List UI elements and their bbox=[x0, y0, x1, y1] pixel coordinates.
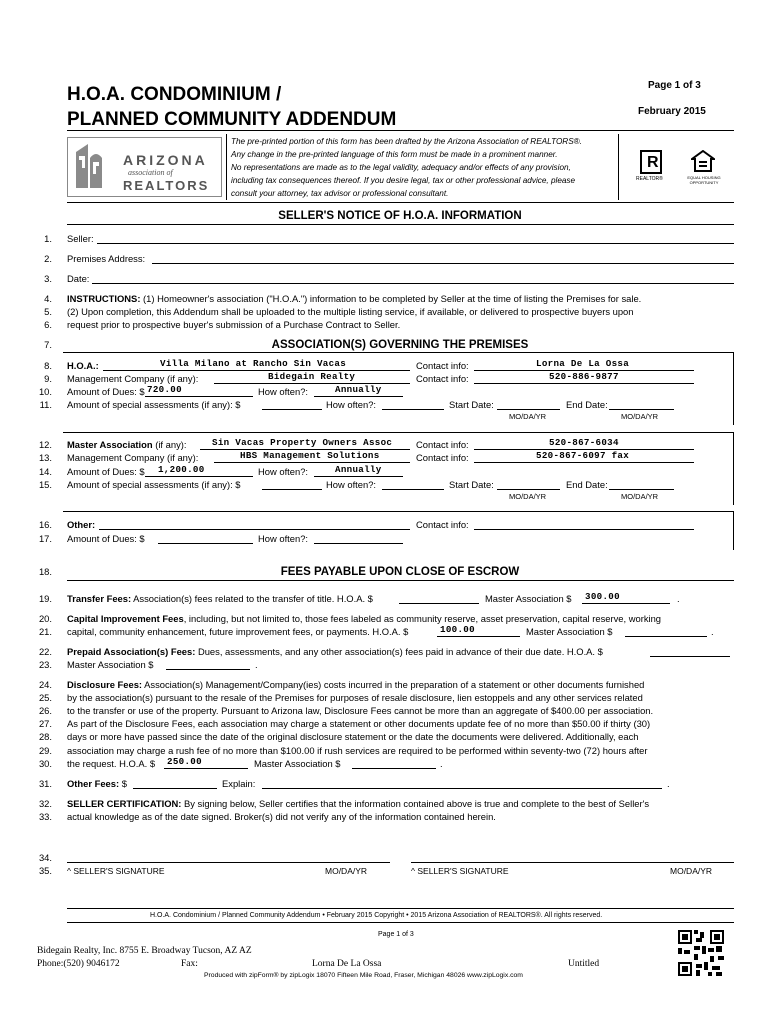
instructions-line3: request prior to prospective buyer's submission of a Purchase Contract to Seller. bbox=[67, 319, 401, 330]
modayr-caption: MO/DA/YR bbox=[621, 492, 659, 501]
logo-line3: REALTORS bbox=[123, 178, 210, 193]
special-label: Amount of special assessments (if any): $ bbox=[67, 399, 241, 410]
other-freq-field[interactable] bbox=[314, 533, 403, 544]
hoa-label: H.O.A.: bbox=[67, 360, 99, 371]
instructions-line2: (2) Upon completion, this Addendum shall be uploaded to the multiple listing service, if available, or delivered to prospective buyers upon bbox=[67, 306, 634, 317]
dues-label: Amount of Dues: $ bbox=[67, 533, 145, 544]
disclosure-line3: to the transfer or use of the property. Pursuant to Arizona law, Disclosure Fees cannot be more than an aggregate of $400.00 per association. bbox=[67, 705, 654, 716]
line-number: 17. bbox=[38, 533, 52, 544]
disclaimer-line: including tax consequences thereof. If you desire legal, tax or other professional advice, please bbox=[231, 176, 576, 185]
disclosure-line4: As part of the Disclosure Fees, each association may charge a statement or other documents update fee of no more than $50.00 if thirty (30) bbox=[67, 718, 651, 729]
page-number: Page 1 of 3 bbox=[648, 80, 701, 91]
broker-fax: Fax: bbox=[181, 959, 198, 969]
line-number: 27. bbox=[38, 718, 52, 729]
disclaimer-left-rule bbox=[226, 134, 227, 200]
period: . bbox=[667, 778, 670, 789]
disclaimer-line: No representations are made as to the legal validity, adequacy and/or effects of any provision, bbox=[231, 163, 571, 172]
line-number: 6. bbox=[44, 319, 52, 330]
disclosure-line6: association may charge a rush fee of no more than $100.00 if rush services are required to be performed within seventy-two (72) hours after bbox=[67, 745, 648, 756]
section-associations-heading: ASSOCIATION(S) GOVERNING THE PREMISES bbox=[271, 339, 529, 351]
master-name-value: Sin Vacas Property Owners Assoc bbox=[212, 437, 393, 448]
hoa-end-date-field[interactable] bbox=[609, 399, 674, 410]
master-assoc-label: Master Association $ bbox=[254, 758, 341, 769]
line-number: 30. bbox=[38, 758, 52, 769]
other-fees-line bbox=[67, 778, 127, 789]
disclosure-line5: days or more have passed since the date of the original disclosure statement or the date the documents were delivered. Additionally, each bbox=[67, 731, 639, 742]
capital-fees-line2: capital, community enhancement, future improvement fees, or payments. H.O.A. $ bbox=[67, 626, 409, 637]
master-suffix: (if any): bbox=[152, 439, 187, 450]
line-number: 16. bbox=[38, 519, 52, 530]
disclaimer-line: Any change in the pre-printed language of this form must be made in a prominent manner. bbox=[231, 150, 558, 159]
master-contact-value: 520-867-6034 bbox=[549, 437, 619, 448]
section-fees-heading: FEES PAYABLE UPON CLOSE OF ESCROW bbox=[280, 566, 520, 578]
disclaimer-line: consult your attorney, tax advisor or professional consultant. bbox=[231, 189, 449, 198]
disclaimer bbox=[231, 135, 582, 200]
contact-label: Contact info: bbox=[416, 439, 469, 450]
arizona-realtors-logo bbox=[67, 137, 222, 197]
line-number: 21. bbox=[38, 626, 52, 637]
instructions-text: (1) Homeowner's association ("H.O.A.") information to be completed by Seller at the time of listing the Premises for sale. bbox=[140, 293, 642, 304]
master-special-freq-field[interactable] bbox=[382, 479, 444, 490]
equal-housing-icon bbox=[691, 150, 715, 174]
transfer-master-value: 300.00 bbox=[585, 591, 620, 602]
line-number: 7. bbox=[44, 339, 52, 350]
line-number: 20. bbox=[38, 613, 52, 624]
master-heading: Master Association bbox=[67, 439, 153, 450]
header-bottom-rule bbox=[67, 202, 734, 203]
line-number: 8. bbox=[44, 360, 52, 371]
seller-signature-1-field[interactable] bbox=[67, 852, 390, 863]
realtor-caption: REALTOR® bbox=[636, 176, 663, 182]
capital-fees-line1 bbox=[67, 613, 661, 624]
prepaid-hoa-field[interactable] bbox=[650, 646, 730, 657]
master-end-date-field[interactable] bbox=[609, 479, 674, 490]
how-often-label: How often?: bbox=[258, 533, 309, 544]
signature-caption: ^ SELLER'S SIGNATURE bbox=[67, 866, 165, 876]
hoa-name-value: Villa Milano at Rancho Sin Vacas bbox=[160, 358, 347, 369]
master-special-field[interactable] bbox=[262, 479, 322, 490]
period: . bbox=[255, 659, 258, 670]
other-name-field[interactable] bbox=[99, 519, 410, 530]
line-number: 12. bbox=[38, 439, 52, 450]
hoa-mgmt-contact-value: 520-886-9877 bbox=[549, 371, 619, 382]
instructions-line1 bbox=[67, 293, 641, 304]
transfer-hoa-field[interactable] bbox=[399, 593, 479, 604]
disclosure-heading: Disclosure Fees: bbox=[67, 679, 143, 690]
line-number: 26. bbox=[38, 705, 52, 716]
line-number: 18. bbox=[38, 566, 52, 577]
line-number: 10. bbox=[38, 386, 52, 397]
form-date: February 2015 bbox=[638, 106, 706, 117]
line-number: 28. bbox=[38, 731, 52, 742]
hoa-dues-value: 720.00 bbox=[147, 384, 182, 395]
date-label: Date: bbox=[67, 273, 90, 284]
line-number: 9. bbox=[44, 373, 52, 384]
disclaimer-right-rule bbox=[618, 134, 619, 200]
master-mgmt-value: HBS Management Solutions bbox=[240, 450, 380, 461]
line-number: 24. bbox=[38, 679, 52, 690]
prepaid-text: Dues, assessments, and any other association(s) fees paid in advance of their due date. H.O.A. $ bbox=[195, 646, 603, 657]
produced-by: Produced with zipForm® by zipLogix 18070 Fifteen Mile Road, Fraser, Michigan 48026 www.zipLogix.com bbox=[204, 972, 523, 979]
line-number: 34. bbox=[38, 852, 52, 863]
master-label bbox=[67, 439, 187, 450]
realtor-mark-icon bbox=[640, 150, 662, 174]
contact-label: Contact info: bbox=[416, 452, 469, 463]
line-number: 5. bbox=[44, 306, 52, 317]
mgmt-label: Management Company (if any): bbox=[67, 452, 199, 463]
logo-line2: association of bbox=[128, 168, 173, 177]
hoa-special-freq-field[interactable] bbox=[382, 399, 444, 410]
disclosure-text: Association(s) Management/Company(ies) costs incurred in the preparation of a statement or other documents furnished bbox=[142, 679, 645, 690]
date-field[interactable] bbox=[92, 273, 734, 284]
premises-address-field[interactable] bbox=[152, 253, 734, 264]
line-number: 14. bbox=[38, 466, 52, 477]
broker-phone: Phone:(520) 9046172 bbox=[37, 959, 120, 969]
line-number: 31. bbox=[38, 778, 52, 789]
start-date-label: Start Date: bbox=[449, 479, 494, 490]
other-box bbox=[63, 511, 734, 550]
line-number: 22. bbox=[38, 646, 52, 657]
disclosure-line7: the request. H.O.A. $ bbox=[67, 758, 156, 769]
other-dues-field[interactable] bbox=[158, 533, 253, 544]
document-name: Untitled bbox=[568, 959, 600, 969]
explain-field[interactable] bbox=[262, 778, 662, 789]
capital-hoa-value: 100.00 bbox=[440, 624, 475, 635]
start-date-label: Start Date: bbox=[449, 399, 494, 410]
other-fees-dollar: $ bbox=[119, 778, 127, 789]
master-freq-value: Annually bbox=[335, 464, 382, 475]
footer-page: Page 1 of 3 bbox=[378, 931, 414, 938]
hoa-freq-value: Annually bbox=[335, 384, 382, 395]
hoa-contact-value: Lorna De La Ossa bbox=[536, 358, 630, 369]
line-number: 15. bbox=[38, 479, 52, 490]
hoa-special-field[interactable] bbox=[262, 399, 322, 410]
certification-heading: SELLER CERTIFICATION: bbox=[67, 798, 182, 809]
contact-label: Contact info: bbox=[416, 519, 469, 530]
capital-master-field[interactable] bbox=[625, 626, 707, 637]
line-number: 19. bbox=[38, 593, 52, 604]
line-number: 4. bbox=[44, 293, 52, 304]
prepaid-fees-line bbox=[67, 646, 603, 657]
line-number: 32. bbox=[38, 798, 52, 809]
special-label: Amount of special assessments (if any): $ bbox=[67, 479, 241, 490]
transfer-heading: Transfer Fees: bbox=[67, 593, 132, 604]
hoa-start-date-field[interactable] bbox=[497, 399, 560, 410]
end-date-label: End Date: bbox=[566, 399, 608, 410]
form-title-line1: H.O.A. CONDOMINIUM / bbox=[67, 84, 282, 105]
how-often-label: How often?: bbox=[258, 386, 309, 397]
certification-line1 bbox=[67, 798, 649, 809]
modayr-caption: MO/DA/YR bbox=[509, 492, 547, 501]
master-dues-value: 1,200.00 bbox=[158, 464, 205, 475]
section-rule bbox=[67, 224, 734, 225]
disclosure-line1 bbox=[67, 679, 644, 690]
master-start-date-field[interactable] bbox=[497, 479, 560, 490]
form-title-line2: PLANNED COMMUNITY ADDENDUM bbox=[67, 109, 397, 130]
seller-label: Seller: bbox=[67, 233, 94, 244]
agent-name: Lorna De La Ossa bbox=[312, 959, 382, 969]
period: . bbox=[440, 758, 443, 769]
certification-line2: actual knowledge as of the date signed. Broker(s) did not verify any of the information contained herein. bbox=[67, 811, 496, 822]
capital-heading: Capital Improvement Fees bbox=[67, 613, 184, 624]
header-rule bbox=[67, 130, 734, 131]
mgmt-label: Management Company (if any): bbox=[67, 373, 199, 384]
realtor-mark-letter: R bbox=[647, 154, 659, 171]
period: . bbox=[711, 626, 714, 637]
line-number: 29. bbox=[38, 745, 52, 756]
disclosure-line2: by the association(s) pursuant to the resale of the Premises for purposes of resale disclosure, lien estoppels and any other services related bbox=[67, 692, 643, 703]
master-mgmt-contact-value: 520-867-6097 fax bbox=[536, 450, 630, 461]
capital-text: , including, but not limited to, those fees labeled as community reserve, asset preservation, capital reserve, working bbox=[183, 613, 662, 624]
modayr-caption: MO/DA/YR bbox=[325, 866, 368, 876]
line-number: 2. bbox=[44, 253, 52, 264]
line-number: 3. bbox=[44, 273, 52, 284]
dues-label: Amount of Dues: $ bbox=[67, 386, 145, 397]
explain-label: Explain: bbox=[222, 778, 256, 789]
modayr-caption: MO/DA/YR bbox=[509, 412, 547, 421]
hoa-mgmt-value: Bidegain Realty bbox=[268, 371, 356, 382]
line-number: 1. bbox=[44, 233, 52, 244]
contact-label: Contact info: bbox=[416, 360, 469, 371]
other-label: Other: bbox=[67, 519, 96, 530]
how-often-label: How often?: bbox=[258, 466, 309, 477]
instructions-heading: INSTRUCTIONS: bbox=[67, 293, 141, 304]
seller-signature-2-field[interactable] bbox=[411, 852, 734, 863]
master-assoc-label: Master Association $ bbox=[67, 659, 154, 670]
line-number: 33. bbox=[38, 811, 52, 822]
section-rule bbox=[67, 580, 734, 581]
disclosure-hoa-value: 250.00 bbox=[167, 756, 202, 767]
how-often-label: How often?: bbox=[326, 399, 377, 410]
transfer-text: Association(s) fees related to the transfer of title. H.O.A. $ bbox=[131, 593, 373, 604]
transfer-fees-line bbox=[67, 593, 373, 604]
other-contact-field[interactable] bbox=[474, 519, 694, 530]
line-number: 13. bbox=[38, 452, 52, 463]
footer-copyright: H.O.A. Condominium / Planned Community Addendum • February 2015 Copyright • 2015 Arizona Association of REALTORS®. All rights reserved. bbox=[150, 912, 603, 919]
line-number: 25. bbox=[38, 692, 52, 703]
signature-caption: ^ SELLER'S SIGNATURE bbox=[411, 866, 509, 876]
line-number: 35. bbox=[38, 865, 52, 876]
prepaid-master-field[interactable] bbox=[166, 659, 250, 670]
end-date-label: End Date: bbox=[566, 479, 608, 490]
other-fees-field[interactable] bbox=[133, 778, 217, 789]
section-notice-heading: SELLER'S NOTICE OF H.O.A. INFORMATION bbox=[278, 210, 522, 222]
footer-rule bbox=[67, 922, 734, 923]
qr-code-icon bbox=[678, 930, 724, 978]
other-fees-heading: Other Fees: bbox=[67, 778, 120, 789]
line-number: 11. bbox=[39, 399, 52, 410]
modayr-caption: MO/DA/YR bbox=[670, 866, 713, 876]
footer-rule bbox=[67, 908, 734, 909]
disclosure-master-field[interactable] bbox=[352, 758, 436, 769]
premises-label: Premises Address: bbox=[67, 253, 146, 264]
master-assoc-label: Master Association $ bbox=[485, 593, 572, 604]
prepaid-heading: Prepaid Association(s) Fees: bbox=[67, 646, 196, 657]
line-number: 23. bbox=[38, 659, 52, 670]
disclaimer-line: The pre-printed portion of this form has been drafted by the Arizona Association of REALTORS®. bbox=[231, 137, 582, 146]
seller-field[interactable] bbox=[97, 233, 734, 244]
contact-label: Contact info: bbox=[416, 373, 469, 384]
certification-text: By signing below, Seller certifies that the information contained above is true and complete to the best of Seller's bbox=[181, 798, 650, 809]
how-often-label: How often?: bbox=[326, 479, 377, 490]
period: . bbox=[677, 593, 680, 604]
eho-caption: EQUAL HOUSING OPPORTUNITY bbox=[687, 175, 721, 185]
master-assoc-label: Master Association $ bbox=[526, 626, 613, 637]
modayr-caption: MO/DA/YR bbox=[621, 412, 659, 421]
dues-label: Amount of Dues: $ bbox=[67, 466, 145, 477]
logo-line1: ARIZONA bbox=[123, 152, 208, 168]
broker-info: Bidegain Realty, Inc. 8755 E. Broadway Tucson, AZ AZ bbox=[37, 946, 252, 956]
